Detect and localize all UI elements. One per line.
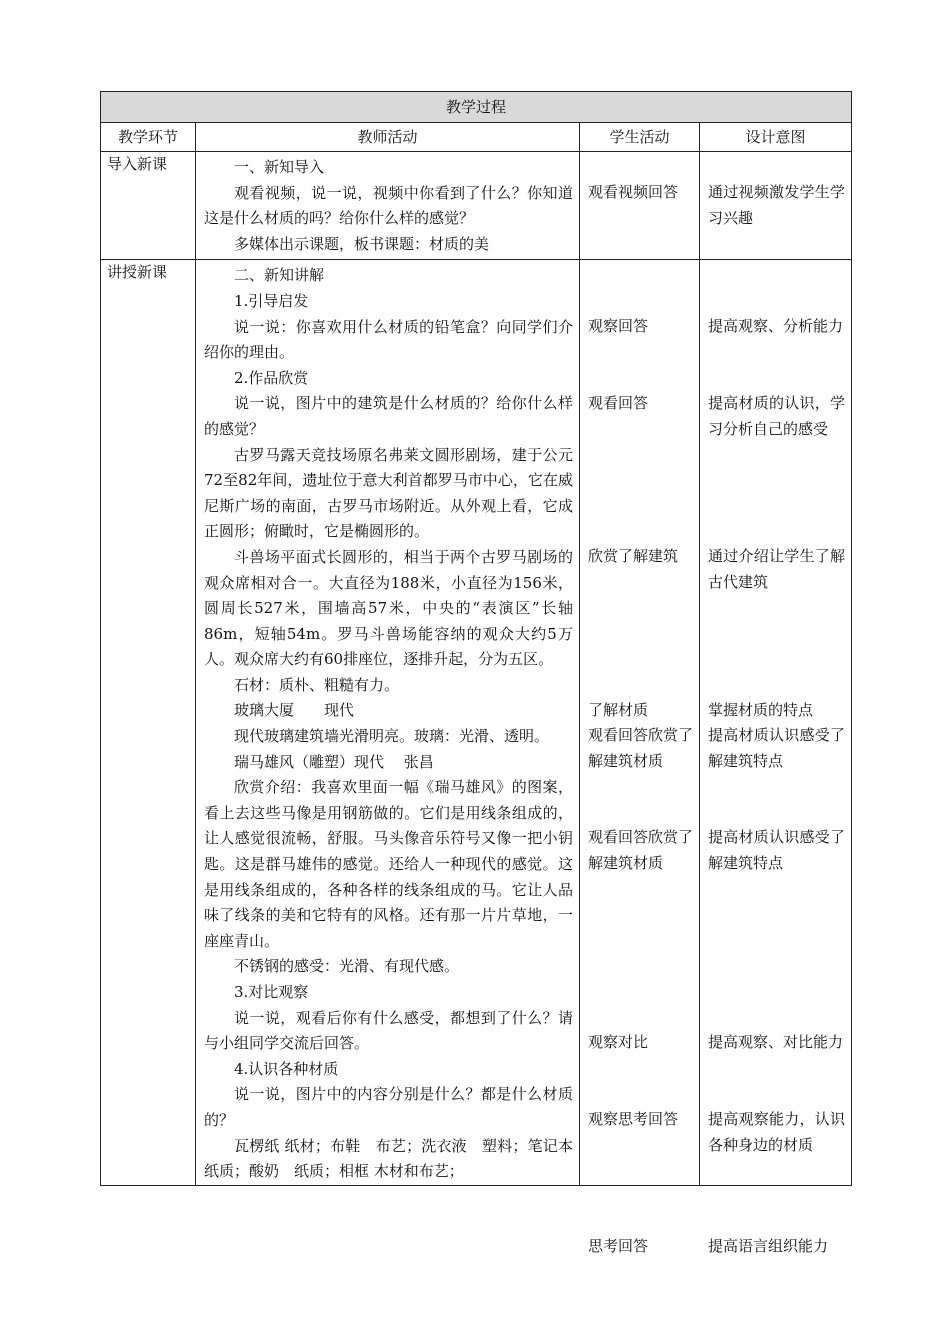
text-paragraph: 说一说，观看后你有什么感受，都想到了什么？请与小组同学交流后回答。 (204, 1008, 573, 1053)
design-intent-text: 提高语言组织能力 (708, 1237, 829, 1256)
text-paragraph: 观看视频，说一说，视频中你看到了什么？你知道这是什么材质的吗？给你什么样的感觉？ (204, 183, 573, 228)
design-intent-text: 通过视频激发学生学习兴趣 (708, 183, 846, 227)
student-activity-text: 欣赏了解建筑 (588, 547, 679, 566)
text-line: 1.引导启发 (234, 291, 309, 310)
design-intent-text: 提高材质认识感受了解建筑特点 (708, 828, 846, 872)
design-intent-cell (700, 152, 852, 260)
table-title: 教学过程 (101, 92, 852, 123)
design-intent-cell (700, 260, 852, 1256)
student-activity-text: 观察回答 (588, 317, 649, 336)
text-line: 石材：质朴、粗糙有力。 (234, 675, 400, 694)
design-intent-text: 提高观察能力，认识各种身边的材质 (708, 1110, 846, 1154)
header-teacher-activity: 教师活动 (196, 123, 580, 152)
stage-cell: 讲授新课 (101, 260, 196, 1185)
design-intent-text: 通过介绍让学生了解古代建筑 (708, 547, 846, 591)
student-activity-text: 观看回答欣赏了解建筑材质 (588, 828, 694, 872)
text-paragraph: 古罗马露天竞技场原名弗莱文圆形剧场，建于公元72至82年间，遗址位于意大利首都罗马市中心，它在威尼斯广场的南面，古罗马市场附近。从外观上看，它成正圆形；俯瞰时，它是椭圆形的。 (204, 445, 573, 541)
text-paragraph: 欣赏介绍：我喜欢里面一幅《瑞马雄风》的图案，看上去这些马像是用钢筋做的。它们是用线条组成的，让人感觉很流畅，舒服。马头像音乐符号又像一把小钥匙。这是群马雄伟的感觉。还给人一种现代的感觉。这是用线条组成的，各种各样的线条组成的马。它让人品味了线条的美和它特有的风格。还有那一片片草地，一座座青山。 (204, 778, 573, 950)
header-design-intent: 设计意图 (700, 123, 852, 152)
text-line: 3.对比观察 (234, 983, 309, 1001)
stage-cell: 导入新课 (101, 152, 196, 260)
teacher-activity-cell (196, 260, 580, 1185)
student-activity-text: 观看视频回答 (588, 183, 679, 201)
design-intent-text: 提高观察、对比能力 (708, 1033, 844, 1052)
design-intent-text: 提高观察、分析能力 (708, 317, 844, 336)
header-student-activity: 学生活动 (580, 123, 700, 152)
text-paragraph: 说一说：你喜欢用什么材质的铅笔盒？向同学们介绍你的理由。 (204, 317, 573, 362)
design-intent-text: 提高材质认识感受了解建筑特点 (708, 726, 846, 770)
text-line: 二、新知讲解 (234, 266, 325, 285)
text-paragraph: 说一说，图片中的建筑是什么材质的？给你什么样的感觉？ (204, 394, 573, 438)
table-row (101, 152, 852, 260)
student-activity-text: 观察思考回答 (588, 1110, 679, 1129)
text-line: 多媒体出示课题，板书课题：材质的美 (234, 234, 490, 253)
text-line: 瑞马雄风（雕塑）现代 张昌 (234, 752, 434, 771)
student-activity-text: 了解材质 (588, 701, 649, 720)
teaching-process-table (100, 91, 852, 1256)
design-intent-text: 提高材质的认识，学习分析自己的感受 (708, 394, 846, 438)
student-activity-cell (580, 260, 700, 1256)
text-line: 2.作品欣赏 (234, 368, 309, 387)
teacher-activity-cell (196, 152, 580, 260)
text-line: 一、新知导入 (234, 158, 325, 176)
text-line: 不锈钢的感受：光滑、有现代感。 (234, 957, 460, 976)
text-paragraph: 斗兽场平面式长圆形的，相当于两个古罗马剧场的观众席相对合一。大直径为188米，小直径为156米，圆周长527米，围墙高57米，中央的“表演区”长轴86m，短轴54m。罗马斗兽场能容纳的观众大约5万人。观众席大约有60排座位，逐排升起，分为五区。 (204, 547, 573, 669)
table-row (101, 260, 852, 1185)
text-paragraph: 现代玻璃建筑墙光滑明亮。玻璃：光滑、透明。 (234, 727, 550, 746)
student-activity-text: 观看回答欣赏了解建筑材质 (588, 726, 694, 770)
text-paragraph: 瓦楞纸 纸材；布鞋 布艺；洗衣液 塑料；笔记本 纸质；酸奶 纸质；相框 木材和布艺； (204, 1136, 573, 1181)
text-line: 玻璃大厦 现代 (234, 701, 355, 720)
student-activity-text: 观看回答 (588, 394, 649, 413)
student-activity-text: 观察对比 (588, 1033, 649, 1052)
header-stage: 教学环节 (101, 123, 196, 152)
student-activity-cell (580, 152, 700, 260)
text-line: 4.认识各种材质 (234, 1059, 339, 1078)
text-paragraph: 说一说，图片中的内容分别是什么？都是什么材质的？ (204, 1085, 573, 1129)
student-activity-text: 思考回答 (588, 1237, 649, 1256)
design-intent-text: 掌握材质的特点 (708, 701, 814, 720)
